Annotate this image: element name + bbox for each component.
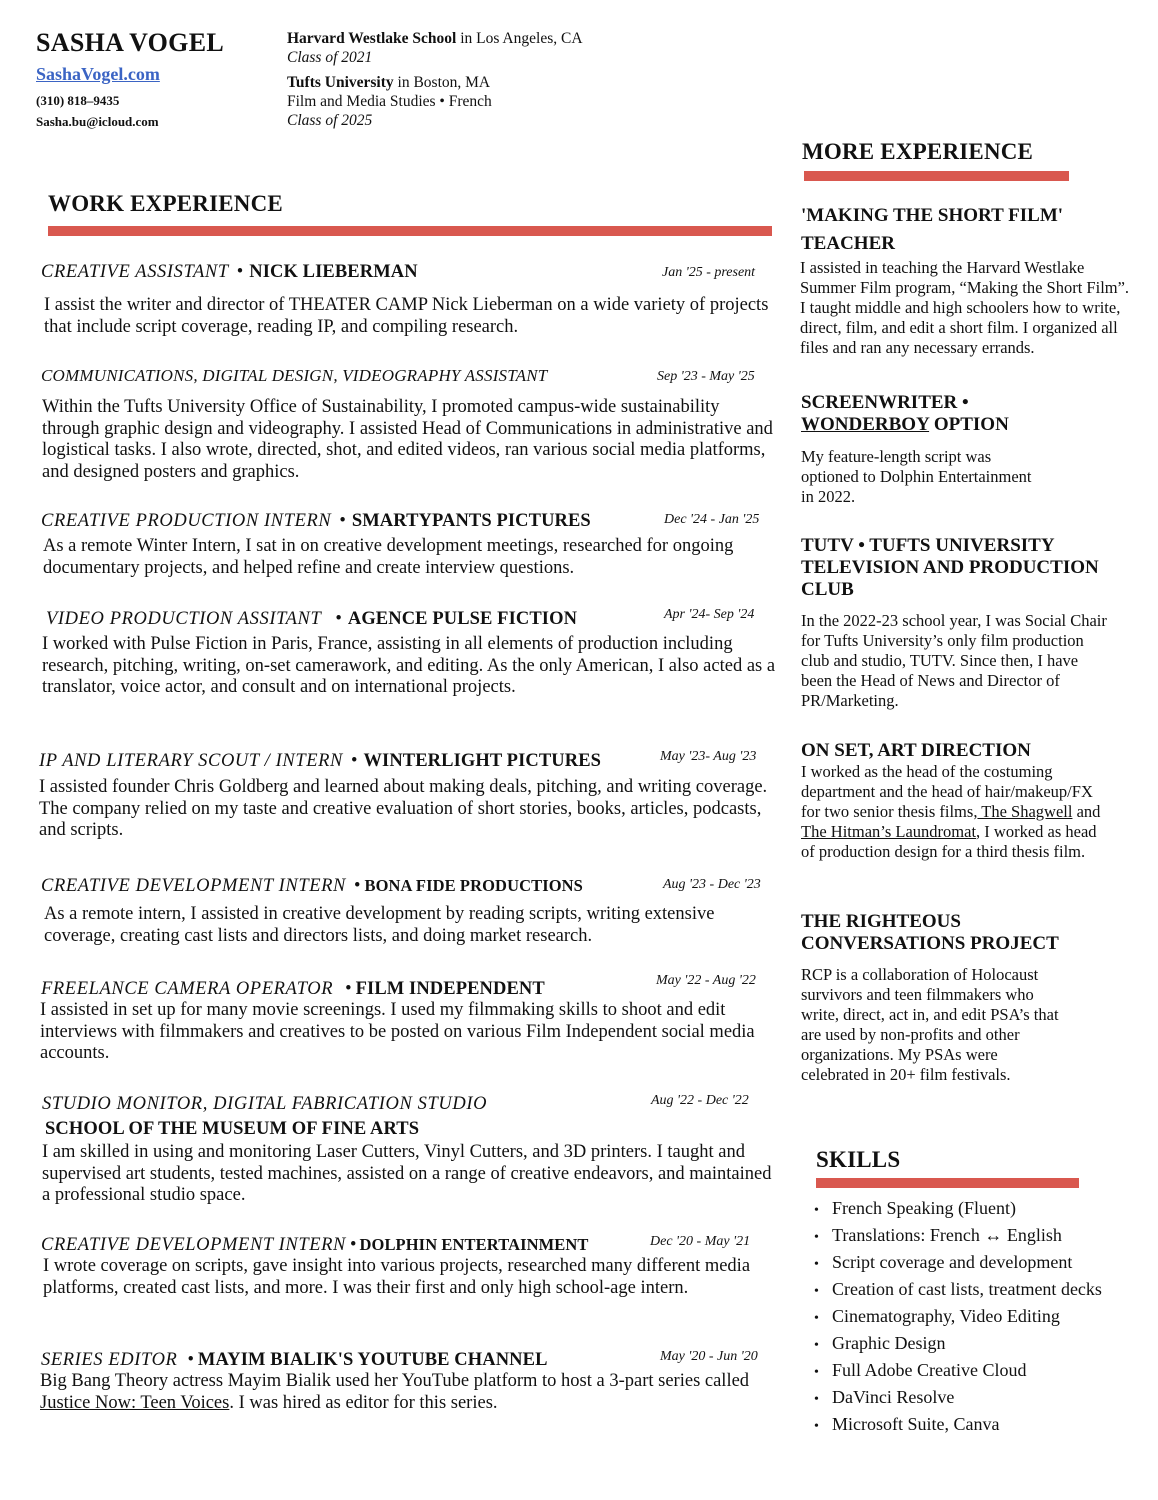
- more-item-description: [801, 762, 1111, 862]
- education-entry-hw: [287, 29, 583, 67]
- skill-item: • Graphic Design: [814, 1331, 1102, 1358]
- job-description: I am skilled in using and monitoring Laser Cutters, Vinyl Cutters, and 3D printers. I taught and supervised art students, tested machines, assisted on a range of creative endeavors, and maintained a professional studio space.: [42, 1142, 772, 1205]
- job-description: Within the Tufts University Office of Sustainability, I promoted campus-wide sustainability through graphic design and videography. I assisted Head of Communications in administrative and logistical tasks. I also wrote, directed, shot, and edited videos, ran various social media platforms, and designed posters and graphics.: [42, 397, 773, 482]
- job-date: Dec '20 - May '21: [650, 1234, 751, 1249]
- more-experience-divider: [804, 171, 1069, 181]
- more-item-title: ON SET, ART DIRECTION: [801, 740, 1031, 761]
- desc-text: , I worked as head of production design for a third thesis film.: [801, 822, 1097, 861]
- job-date: Apr '24- Sep '24: [664, 607, 755, 622]
- more-item-description: I assisted in teaching the Harvard Westlake Summer Film program, “Making the Short Film”. I taught middle and high schoolers how to write, direct, film, and edit a short film. I organized all files and ran any necessary errands.: [800, 258, 1130, 357]
- job-description: [40, 1371, 775, 1414]
- job-role: STUDIO MONITOR, DIGITAL FABRICATION STUDIO: [42, 1094, 488, 1114]
- job-organization: AGENCE PULSE FICTION: [347, 609, 578, 629]
- title-text: SCREENWRITER •: [801, 392, 969, 413]
- job-title-row: [41, 511, 591, 532]
- job-title-row: [41, 979, 545, 1000]
- class-year: Class of 2021: [287, 49, 373, 66]
- film-title-link[interactable]: The Hitman’s Laundromat: [801, 822, 977, 841]
- skill-item: • Cinematography, Video Editing: [814, 1304, 1102, 1331]
- script-title-link[interactable]: WONDERBOY: [801, 414, 930, 435]
- skills-divider: [816, 1178, 1079, 1188]
- job-role: COMMUNICATIONS, DIGITAL DESIGN, VIDEOGRAPHY ASSISTANT: [41, 366, 548, 385]
- more-item-title: THE RIGHTEOUS CONVERSATIONS PROJECT: [801, 911, 1059, 954]
- skill-item: • Creation of cast lists, treatment decks: [814, 1277, 1102, 1304]
- bullet-separator: •: [350, 751, 358, 771]
- job-organization: NICK LIEBERMAN: [249, 262, 418, 282]
- bullet-separator: •: [345, 979, 352, 999]
- email-address: Sasha.bu@icloud.com: [36, 114, 159, 129]
- job-date: Aug '22 - Dec '22: [651, 1093, 749, 1108]
- skill-item: • Microsoft Suite, Canva: [814, 1412, 1102, 1439]
- job-description: I assisted in set up for many movie screenings. I used my filmmaking skills to shoot and edit interviews with filmmakers and creatives to be posted on various Film Independent social media accounts.: [40, 1000, 755, 1063]
- skill-item: • DaVinci Resolve: [814, 1385, 1102, 1412]
- film-title-link[interactable]: The Shagwell: [977, 802, 1073, 821]
- work-experience-divider: [48, 226, 772, 236]
- job-description: I worked with Pulse Fiction in Paris, France, assisting in all elements of production including research, pitching, writing, on-set camerawork, and editing. As the only American, I also acted as a translator, voice actor, and consult and on international projects.: [42, 634, 776, 697]
- job-role: CREATIVE DEVELOPMENT INTERN: [41, 876, 347, 896]
- job-date: Aug '23 - Dec '23: [663, 877, 761, 892]
- more-experience-heading: MORE EXPERIENCE: [802, 139, 1034, 164]
- job-description: As a remote Winter Intern, I sat in on creative development meetings, researched for ongoing documentary projects, and helped refine and create interview questions.: [43, 536, 734, 578]
- skill-item: • Translations: French ↔ English: [814, 1223, 1102, 1250]
- job-date: May '22 - Aug '22: [656, 973, 756, 988]
- job-organization-row: [45, 1119, 419, 1140]
- skill-item: • Script coverage and development: [814, 1250, 1102, 1277]
- job-title-row: [41, 1350, 548, 1371]
- job-title-row: [41, 262, 418, 283]
- job-role: CREATIVE ASSISTANT: [41, 262, 229, 282]
- desc-text: I worked as the head of the costuming department and the head of hair/makeup/FX for two senior thesis films,: [801, 762, 1093, 821]
- job-title-row: [41, 876, 583, 897]
- desc-text: and: [1072, 802, 1101, 821]
- skills-list: [814, 1196, 1102, 1439]
- more-item-description: In the 2022-23 school year, I was Social Chair for Tufts University’s only film production club and studio, TUTV. Since then, I have been the Head of News and Director of PR/Marketing.: [801, 611, 1107, 710]
- more-item-title: [801, 392, 1131, 436]
- more-item-title: 'MAKING THE SHORT FILM' TEACHER: [801, 205, 1064, 254]
- website-link[interactable]: SashaVogel.com: [36, 64, 160, 84]
- school-name: Harvard Westlake School: [287, 30, 457, 47]
- job-role: SERIES EDITOR: [41, 1350, 178, 1370]
- work-experience-heading: WORK EXPERIENCE: [48, 191, 283, 216]
- desc-text: Big Bang Theory actress Mayim Bialik used her YouTube platform to host a 3-part series called: [40, 1371, 750, 1391]
- more-item-title: TUTV • TUFTS UNIVERSITY TELEVISION AND PRODUCTION CLUB: [801, 535, 1099, 600]
- bullet-separator: •: [335, 609, 342, 629]
- job-role: CREATIVE DEVELOPMENT INTERN: [41, 1235, 347, 1255]
- job-title-row: [41, 366, 547, 387]
- bullet-separator: •: [339, 511, 346, 531]
- job-organization: SCHOOL OF THE MUSEUM OF FINE ARTS: [45, 1119, 420, 1139]
- job-organization: DOLPHIN ENTERTAINMENT: [359, 1235, 589, 1254]
- job-organization: SMARTYPANTS PICTURES: [351, 511, 591, 531]
- job-description: I wrote coverage on scripts, gave insight into various projects, researched many different media platforms, created cast lists, and more. I was their first and only high school-age intern.: [43, 1256, 751, 1298]
- job-organization: WINTERLIGHT PICTURES: [363, 751, 602, 771]
- job-date: Sep '23 - May '25: [657, 369, 755, 384]
- skills-heading: SKILLS: [816, 1147, 901, 1172]
- job-role: VIDEO PRODUCTION ASSITANT: [46, 609, 322, 629]
- desc-text: . I was hired as editor for this series.: [229, 1392, 498, 1413]
- candidate-name: SASHA VOGEL: [36, 28, 224, 57]
- phone-number: (310) 818–9435: [36, 93, 120, 108]
- school-location: in Boston, MA: [393, 74, 491, 91]
- bullet-separator: •: [187, 1350, 194, 1370]
- job-date: Jan '25 - present: [662, 265, 756, 280]
- bullet-separator: •: [354, 876, 361, 896]
- job-description: I assist the writer and director of THEATER CAMP Nick Lieberman on a wide variety of projects that include script coverage, reading IP, and compiling research.: [44, 295, 769, 337]
- education-entry-tufts: [287, 73, 492, 130]
- job-organization: MAYIM BIALIK'S YOUTUBE CHANNEL: [197, 1350, 548, 1370]
- class-year: Class of 2025: [287, 112, 373, 129]
- bullet-separator: •: [236, 262, 244, 282]
- major: Film and Media Studies • French: [287, 93, 492, 110]
- job-description: I assisted founder Chris Goldberg and learned about making deals, pitching, and writing coverage. The company relied on my taste and creative evaluation of short stories, books, articles, podcasts, and scripts.: [39, 777, 768, 840]
- job-date: May '20 - Jun '20: [660, 1349, 758, 1364]
- skill-item: • Full Adobe Creative Cloud: [814, 1358, 1102, 1385]
- job-organization: BONA FIDE PRODUCTIONS: [364, 876, 583, 895]
- job-title-row: [39, 751, 601, 772]
- job-title-row: [42, 1094, 487, 1115]
- more-item-description: My feature-length script was optioned to Dolphin Entertainment in 2022.: [801, 447, 1032, 506]
- job-role: CREATIVE PRODUCTION INTERN: [41, 511, 332, 531]
- job-organization: FILM INDEPENDENT: [355, 979, 545, 999]
- job-title-row: [46, 609, 577, 630]
- job-title-row: [41, 1235, 589, 1256]
- job-date: Dec '24 - Jan '25: [664, 512, 760, 527]
- skill-item: • French Speaking (Fluent): [814, 1196, 1102, 1223]
- job-date: May '23- Aug '23: [660, 749, 757, 764]
- job-role: FREELANCE CAMERA OPERATOR: [41, 979, 334, 999]
- school-name: Tufts University: [287, 74, 394, 91]
- more-item-description: RCP is a collaboration of Holocaust survivors and teen filmmakers who write, direct, act in, and edit PSA’s that are used by non-profits and other organizations. My PSAs were celebrated in 20+ film festivals.: [801, 965, 1059, 1084]
- job-role: IP AND LITERARY SCOUT / INTERN: [39, 751, 343, 771]
- bullet-separator: •: [350, 1235, 357, 1255]
- title-text: OPTION: [929, 414, 1009, 435]
- job-description: As a remote intern, I assisted in creative development by reading scripts, writing extensive coverage, creating cast lists and directors lists, and doing market research.: [44, 904, 715, 946]
- series-title-link[interactable]: Justice Now: Teen Voices: [40, 1392, 230, 1413]
- school-location: in Los Angeles, CA: [456, 30, 583, 47]
